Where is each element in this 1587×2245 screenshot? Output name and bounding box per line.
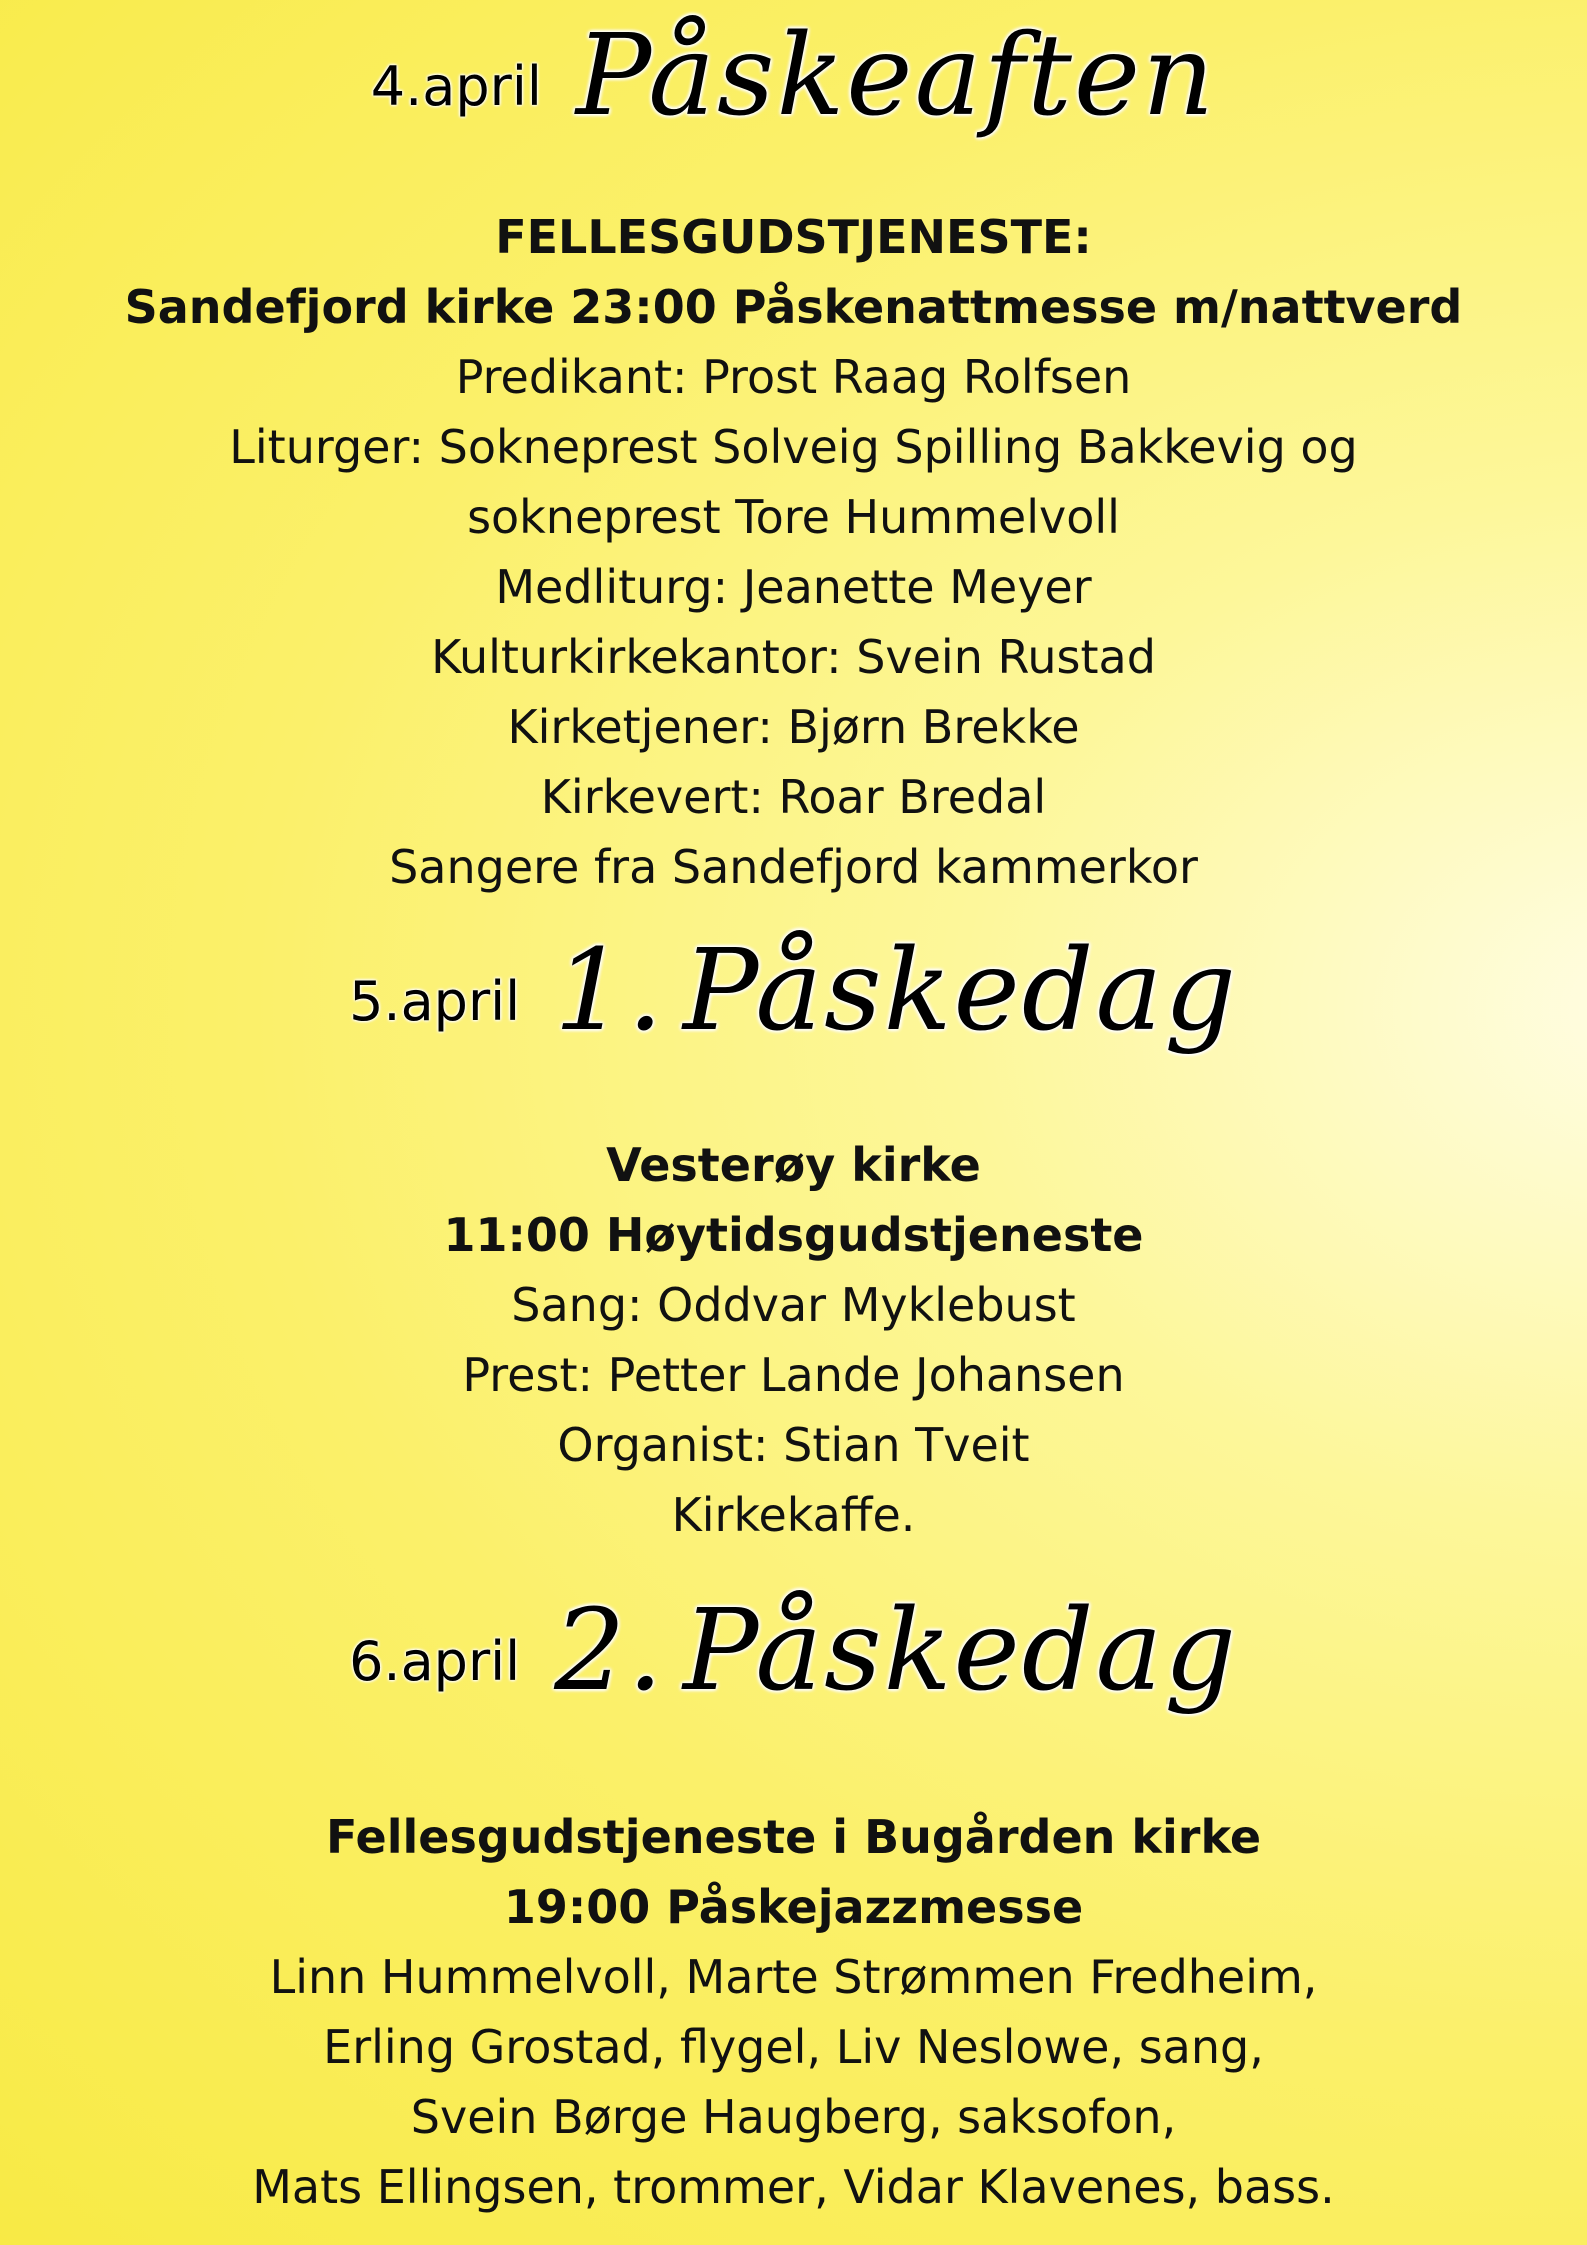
section-paskeaften-body — [0, 202, 1587, 902]
date-label: 6.april — [349, 1630, 521, 1693]
heading-2-paskedag — [0, 1586, 1587, 1716]
participant-line: Prest: Petter Lande Johansen — [462, 1348, 1125, 1402]
participant-line: Sang: Oddvar Myklebust — [511, 1278, 1076, 1332]
participant-line: Linn Hummelvoll, Marte Strømmen Fredheim, — [269, 1950, 1318, 2004]
heading-paskeaften — [0, 11, 1587, 141]
service-location: Fellesgudstjeneste i Bugården kirke — [325, 1810, 1262, 1864]
participant-line: sokneprest Tore Hummelvoll — [467, 490, 1120, 544]
day-title: Påskeaften — [575, 11, 1217, 141]
day-number: 1. — [554, 926, 666, 1056]
participant-line: Kirkekaffe. — [671, 1488, 916, 1542]
service-time: 11:00 Høytidsgudstjeneste — [443, 1208, 1144, 1262]
heading-1-paskedag — [0, 926, 1587, 1056]
service-type: FELLESGUDSTJENESTE: — [495, 210, 1092, 264]
participant-line: Mats Ellingsen, trommer, Vidar Klavenes, bass. — [252, 2160, 1335, 2214]
participant-line: Medliturg: Jeanette Meyer — [495, 560, 1092, 614]
section-1-paskedag-body — [0, 1130, 1587, 1550]
participant-line: Sangere fra Sandefjord kammerkor — [389, 840, 1198, 894]
participant-line: Kirkevert: Roar Bredal — [540, 770, 1047, 824]
day-title — [554, 926, 1238, 1056]
service-time: 19:00 Påskejazzmesse — [503, 1880, 1084, 1934]
day-title — [554, 1586, 1238, 1716]
service-location: Vesterøy kirke — [606, 1138, 981, 1192]
day-name: Påskedag — [683, 1586, 1238, 1716]
participant-line: Svein Børge Haugberg, saksofon, — [410, 2090, 1177, 2144]
participant-line: Kirketjener: Bjørn Brekke — [507, 700, 1080, 754]
participant-line: Organist: Stian Tveit — [557, 1418, 1030, 1472]
date-label: 4.april — [370, 55, 542, 118]
participant-line: Liturger: Sokneprest Solveig Spilling Bakkevig og — [229, 420, 1358, 474]
date-label: 5.april — [349, 970, 521, 1033]
section-2-paskedag-body — [0, 1802, 1587, 2222]
participant-line: Erling Grostad, flygel, Liv Neslowe, sang, — [323, 2020, 1264, 2074]
participant-line: Predikant: Prost Raag Rolfsen — [455, 350, 1132, 404]
service-location-time: Sandefjord kirke 23:00 Påskenattmesse m/nattverd — [124, 280, 1463, 334]
participant-line: Kulturkirkekantor: Svein Rustad — [431, 630, 1156, 684]
day-number: 2. — [554, 1586, 666, 1716]
day-name: Påskedag — [683, 926, 1238, 1056]
